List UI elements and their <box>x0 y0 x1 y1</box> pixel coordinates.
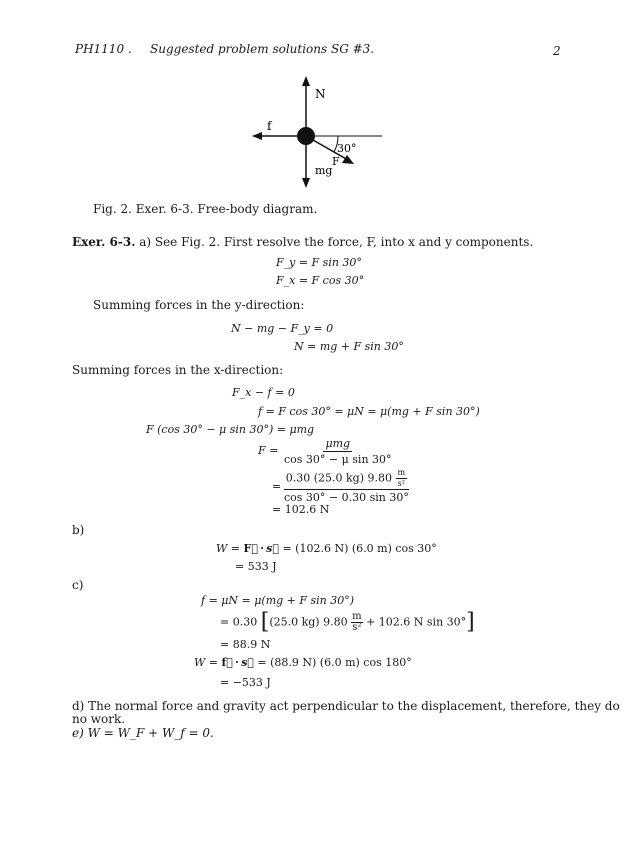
label-f: f <box>267 119 272 133</box>
eq-x-sum: F_x − f = 0 <box>232 386 295 399</box>
part-b-label: b) <box>72 523 85 537</box>
figure-caption: Fig. 2. Exer. 6-3. Free-body diagram. <box>93 202 318 216</box>
eq-c-coefficient: = 0.30 <box>220 615 258 629</box>
vector-f-dot-s-friction: f⃗ · s⃗ <box>221 656 254 669</box>
normal-force-arrowhead <box>302 76 310 86</box>
left-bracket: [ <box>260 609 270 635</box>
eq-c-mass-term: (25.0 kg) 9.80 <box>269 615 348 629</box>
right-bracket: ] <box>466 609 475 635</box>
eq-c-work-lhs: W = <box>194 656 219 669</box>
eq-b-work-rhs: = (102.6 N) (6.0 m) cos 30° <box>282 542 437 555</box>
unit-s2-large: s² <box>352 622 362 633</box>
exercise-intro-line <box>72 235 533 249</box>
x-direction-heading: Summing forces in the x-direction: <box>72 363 284 377</box>
eq-y-sum: N − mg − F_y = 0 <box>231 322 334 335</box>
eq-f-factored-rhs: μmg <box>289 423 315 436</box>
part-e: e) W = W_F + W_f = 0. <box>72 726 214 740</box>
label-mg: mg <box>315 164 333 177</box>
free-body-diagram <box>240 70 400 200</box>
eq-c-work-result: = −533 J <box>220 676 271 689</box>
eq-f-factored <box>146 423 314 436</box>
friction-arrowhead <box>252 132 262 140</box>
body-dot <box>297 127 315 145</box>
eq-c-work-rhs: = (88.9 N) (6.0 m) cos 180° <box>257 656 412 669</box>
part-d-line1: d) The normal force and gravity act perpendicular to the displacement, therefore, they do <box>72 699 620 713</box>
eq-f-numeric-numerator <box>284 469 409 490</box>
y-direction-heading: Summing forces in the y-direction: <box>93 298 305 312</box>
eq-c-work <box>194 656 412 669</box>
eq-fx: F_x = F cos 30° <box>276 274 365 287</box>
eq-friction: f = F cos 30° = μN = μ(mg + F sin 30°) <box>258 405 480 418</box>
eq-f-denominator: cos 30° − μ sin 30° <box>284 453 392 466</box>
unit-m: m <box>397 468 406 477</box>
label-applied: F <box>332 155 340 168</box>
eq-normal-force: N = mg + F sin 30° <box>294 340 404 353</box>
vector-f-dot-s: F⃗ · s⃗ <box>243 542 279 555</box>
exercise-heading: Exer. 6-3. <box>72 235 136 249</box>
eq-f-factored-lhs: F (cos 30° − μ sin 30°) = <box>146 423 286 436</box>
eq-b-result: = 533 J <box>235 560 277 573</box>
eq-f-numeric-eq: = <box>272 480 282 493</box>
eq-f-result: = 102.6 N <box>272 503 330 516</box>
part-d-line2: no work. <box>72 712 126 726</box>
eq-f-lhs: F = <box>258 444 279 457</box>
eq-f-numerator: μmg <box>325 437 351 450</box>
part-c-label: c) <box>72 578 84 592</box>
unit-s2: s² <box>397 479 405 488</box>
eq-f-numeric-numerator-text: 0.30 (25.0 kg) 9.80 <box>285 471 393 485</box>
eq-fy: F_y = F sin 30° <box>276 256 362 269</box>
eq-f-numeric-fraction <box>282 469 411 504</box>
eq-c-force-term: + 102.6 N sin 30° <box>366 615 467 629</box>
eq-b-work <box>216 542 437 555</box>
page-number: 2 <box>553 44 561 58</box>
unit-m-large: m <box>352 611 362 622</box>
eq-f-fraction <box>282 437 394 466</box>
document-title: Suggested problem solutions SG #3. <box>150 42 375 56</box>
course-code: PH1110 . <box>75 42 132 56</box>
eq-b-work-lhs: W = <box>216 542 241 555</box>
eq-c-substitution <box>220 609 475 635</box>
label-angle: 30° <box>337 142 357 155</box>
label-n: N <box>315 87 326 101</box>
exercise-intro: a) See Fig. 2. First resolve the force, F, into x and y components. <box>139 235 534 249</box>
eq-c-friction-result: = 88.9 N <box>220 638 271 651</box>
weight-arrowhead <box>302 178 310 188</box>
eq-f-numeric-denominator: cos 30° − 0.30 sin 30° <box>284 491 409 504</box>
eq-c-friction: f = μN = μ(mg + F sin 30°) <box>201 594 355 607</box>
applied-force-arrowhead <box>342 155 354 164</box>
